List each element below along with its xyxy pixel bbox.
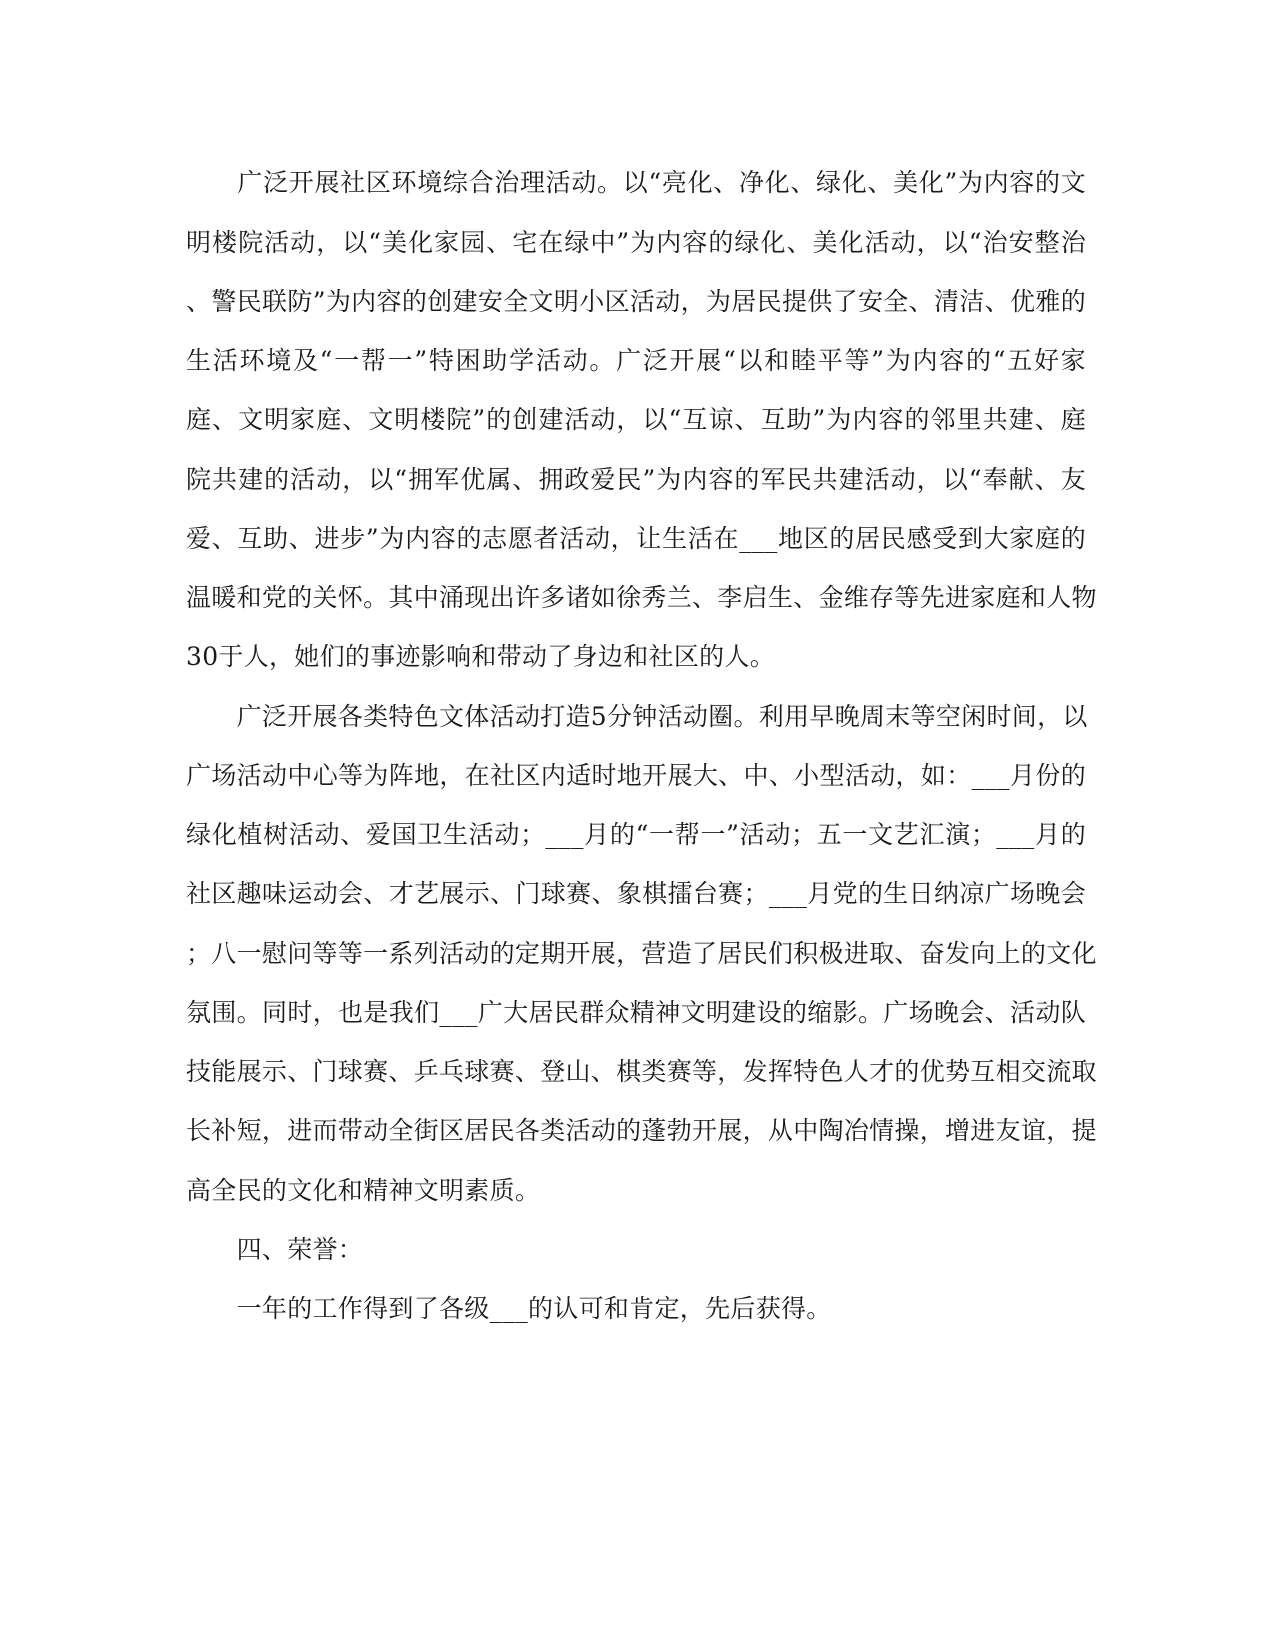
paragraph-recognition: 一年的工作得到了各级___的认可和肯定，先后获得。 <box>186 1294 832 1323</box>
text-line: 爱、互助、进步”为内容的志愿者活动，让生活在___地区的居民感受到大家庭的 <box>186 524 1086 553</box>
text-line: 长补短，进而带动全街区居民各类活动的蓬勃开展，从中陶冶情操，增进友谊，提 <box>186 1116 1097 1145</box>
text-line: 绿化植树活动、爱国卫生活动；___月的“一帮一”活动；五一文艺汇演；___月的 <box>186 820 1086 849</box>
text-line: 30于人，她们的事迹影响和带动了身边和社区的人。 <box>186 642 776 671</box>
text-line: ；八一慰问等等一系列活动的定期开展，营造了居民们积极进取、奋发向上的文化 <box>186 939 1097 968</box>
text-line: 广场活动中心等为阵地，在社区内适时地开展大、中、小型活动，如：___月份的 <box>186 761 1086 790</box>
text-line: 技能展示、门球赛、乒乓球赛、登山、棋类赛等，发挥特色人才的优势互相交流取 <box>186 1057 1097 1086</box>
text-line: 广泛开展各类特色文体活动打造5分钟活动圈。利用早晚周末等空闲时间，以 <box>186 702 1088 731</box>
text-line: 庭、文明家庭、文明楼院”的创建活动，以“互谅、互助”为内容的邻里共建、庭 <box>186 405 1086 434</box>
text-line: 、警民联防”为内容的创建安全文明小区活动，为居民提供了安全、清洁、优雅的 <box>186 287 1086 316</box>
text-line: 明楼院活动，以“美化家园、宅在绿中”为内容的绿化、美化活动，以“治安整治 <box>186 228 1086 257</box>
text-line: 高全民的文化和精神文明素质。 <box>186 1176 541 1205</box>
text-line: 院共建的活动，以“拥军优属、拥政爱民”为内容的军民共建活动，以“奉献、友 <box>186 465 1086 494</box>
text-line: 氛围。同时，也是我们___广大居民群众精神文明建设的缩影。广场晚会、活动队 <box>186 998 1086 1027</box>
section-heading-honors: 四、荣誉： <box>186 1235 364 1264</box>
text-line: 温暖和党的关怀。其中涌现出许多诸如徐秀兰、李启生、金维存等先进家庭和人物 <box>186 583 1097 612</box>
text-line: 广泛开展社区环境综合治理活动。以“亮化、净化、绿化、美化”为内容的文 <box>186 168 1086 197</box>
text-line: 生活环境及“一帮一”特困助学活动。广泛开展“以和睦平等”为内容的“五好家 <box>186 346 1086 375</box>
text-line: 社区趣味运动会、才艺展示、门球赛、象棋擂台赛；___月党的生日纳凉广场晚会 <box>186 879 1086 908</box>
